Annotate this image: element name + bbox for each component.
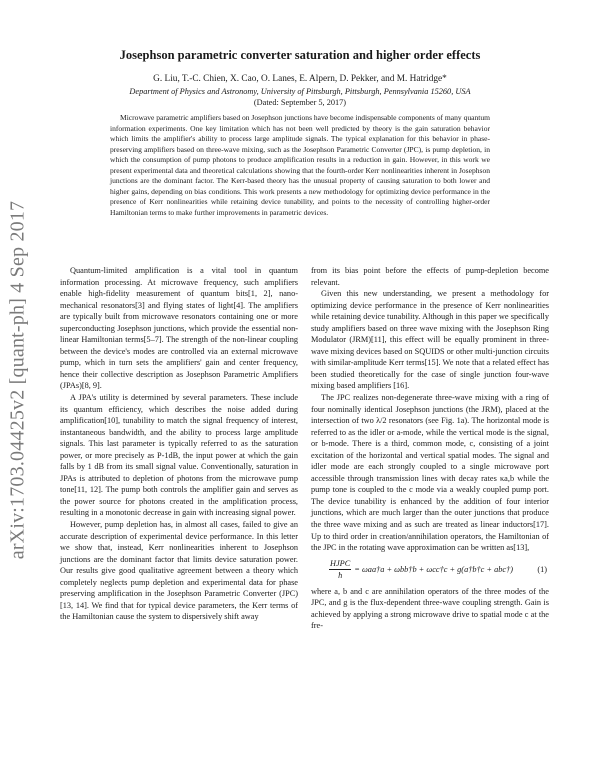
equation-fraction (329, 558, 351, 582)
arxiv-identifier: arXiv:1703.04425v2 [quant-ph] 4 Sep 2017 (6, 200, 29, 560)
paragraph: Quantum-limited amplification is a vital tool in quantum information processing. At microwave frequency, such amplifiers enable high-fidelity measurement of quantum bits[1, 2], nano-mechanical resonators[3] and flying states of light[4]. The amplifiers are typically built from microwave resonators containing one or more superconducting Josephson junctions, which provide the essential non-linear Hamiltonian terms[5–7]. The strength of the non-linear coupling between the device's modes are controlled via an external microwave pump, which in turn sets the amplifiers' gain and center frequency, hence their collective description as Josephson Parametric Amplifiers (JPAs)[8, 9]. (60, 266, 298, 391)
author-list: G. Liu, T.-C. Chien, X. Cao, O. Lanes, E. Alpern, D. Pekker, and M. Hatridge* (153, 74, 447, 84)
equation-body (311, 558, 513, 582)
equation-number: (1) (537, 564, 547, 574)
right-column (311, 265, 549, 632)
paragraph: A JPA's utility is determined by several parameters. These include its quantum efficiency, which describes the noise added during amplification[10], tunability to match the signal frequency of interest, instantaneous bandwidth, and the ability to process large amplitude signals. This last parameter is typically referred to as the saturation power, or more precisely as P-1dB, the input power at which the gain falls by 1 dB from its small signal value. Conventionally, saturation in JPAs is attributed to depletion of photons from the microwave pump tone[11, 12]. The pump both controls the amplifier gain and serves as the power source for photons created in the amplification process, resulting in a monotonic decrease in gain with increasing signal power. (60, 393, 298, 518)
arxiv-sidebar (5, 200, 31, 560)
paper-title: Josephson parametric converter saturation and higher order effects (119, 48, 481, 62)
equation-rhs: = ωaa†a + ωbb†b + ωcc†c + g(a†b†c + abc†) (354, 564, 513, 574)
paragraph: where a, b and c are annihilation operators of the three modes of the JPC, and g is the flux-dependent three-wave coupling strength. Gain is achieved by applying a strong microwave drive to spatial mode c at the fre- (311, 586, 549, 631)
paragraph: However, pump depletion has, in almost all cases, failed to give an accurate description of experimental device performance. In this letter we show that, instead, Kerr nonlinearities inherent to Josephson junctions are the dominant factor that limits device saturation power. Our results give good qualitative agreement between a theory which completely neglects pump depletion and experimental data for phase preserving amplification in the Josephson Parametric Converter (JPC)[13, 14]. We find that for typical device parameters, the Kerr terms of the Hamiltonian cause the system to dispersively shift away (60, 520, 298, 622)
affiliation: Department of Physics and Astronomy, University of Pittsburgh, Pittsburgh, Pennsylvania 15260, USA (129, 87, 471, 96)
date-line: (Dated: September 5, 2017) (253, 98, 347, 107)
hamiltonian-equation (311, 558, 549, 582)
equation-denominator: ħ (338, 571, 343, 581)
paragraph: Given this new understanding, we present a methodology for optimizing device performance in the presence of Kerr nonlinearities while retaining device tunability. Although in this paper we specifically study amplifiers based on three wave mixing with the Josephson Ring Modulator (JRM)[11], this effect will be equally prominent in three-wave mixing devices based on SQUIDS or other multi-junction circuits with similar-amplitude Kerr terms[15]. We note that a related effect has been studied theoretically for the case of single junction four-wave mixing based amplifiers [16]. (311, 289, 549, 391)
abstract: Microwave parametric amplifiers based on Josephson junctions have become indispensable components of many quantum information experiments. One key limitation which has not been well predicted by theory is the gain saturation behavior which limits the amplifier's ability to process large amplitude signals. The typical explanation for this behavior in phase-preserving amplifiers based on three-wave mixing, such as the Josephson Parametric Converter (JPC), is pump depletion, in which the consumption of pump photons to produce amplification results in a reduction in gain. However, in this work we present experimental data and theoretical calculations showing that the fourth-order Kerr nonlinearities inherent in Josephson junctions are the dominant factor. The Kerr-based theory has the unusual property of causing saturation to both lower and higher gains, depending on bias conditions. This work presents a new methodology for optimizing device performance in the presence of Kerr nonlinearities while retaining device tunability, and points to the necessity of controlling higher-order Hamiltonian terms to make further improvements in parametric devices. (110, 113, 490, 217)
left-column (60, 265, 298, 623)
paragraph: The JPC realizes non-degenerate three-wave mixing with a ring of four nominally identical Josephson junctions (the JRM), placed at the intersection of two λ/2 resonators (see Fig. 1a). The horizontal mode is referred to as the idler or a-mode, while the vertical mode is the signal, or b-mode. There is a third, common mode, c, consisting of a joint excitation of the horizontal and vertical spatial modes. The signal and idler mode are each strongly coupled to a single microwave port accessible through transmission lines with decay rates κa,b while the pump tone is coupled to the c mode via a weakly coupled pump port. The device tunability is enhanced by the addition of four interior junctions, which are much larger than the outer junctions that produce the three wave mixing and as such are treated as linear inductors[17]. Up to third order in creation/annihilation operators, the Hamiltonian of the JPC in the rotating wave approximation can be written as[13], (311, 393, 549, 553)
equation-numerator: HJPC (329, 558, 351, 571)
paragraph: from its bias point before the effects of pump-depletion become relevant. (311, 266, 549, 287)
